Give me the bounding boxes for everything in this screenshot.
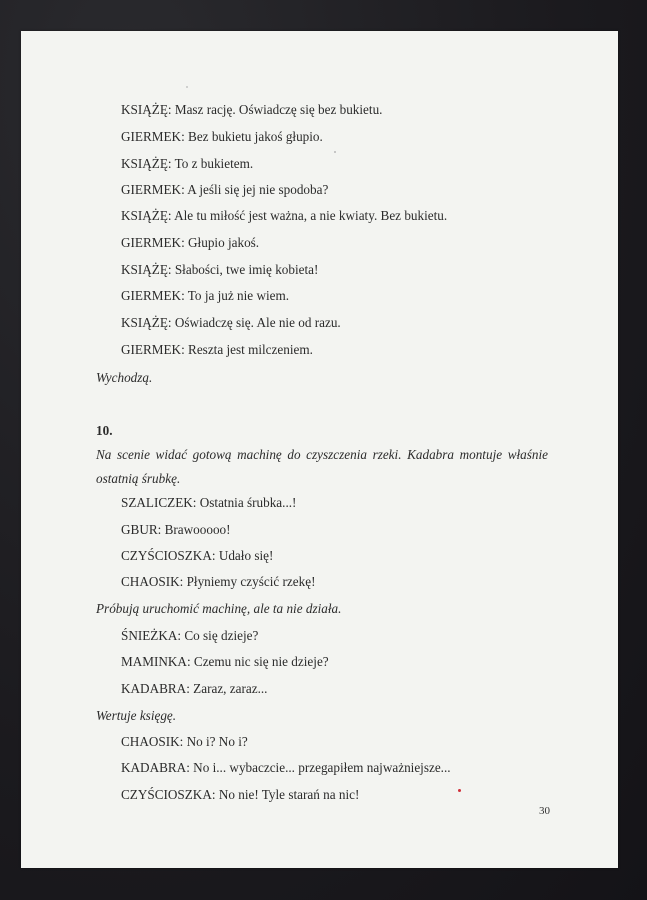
red-speck-mark bbox=[458, 789, 461, 792]
dialogue-line: CHAOSIK: Płyniemy czyścić rzekę! bbox=[121, 574, 316, 589]
dialogue-line: CZYŚCIOSZKA: No nie! Tyle starań na nic! bbox=[121, 787, 360, 802]
dialogue-line: SZALICZEK: Ostatnia śrubka...! bbox=[121, 495, 297, 510]
dialogue-line: CHAOSIK: No i? No i? bbox=[121, 734, 248, 749]
dialogue-line: CZYŚCIOSZKA: Udało się! bbox=[121, 548, 274, 563]
dialogue-line: GIERMEK: A jeśli się jej nie spodoba? bbox=[121, 182, 329, 197]
dialogue-line: GBUR: Brawooooo! bbox=[121, 522, 231, 537]
dialogue-line: KSIĄŻĘ: Masz rację. Oświadczę się bez bukietu. bbox=[121, 102, 383, 117]
dialogue-line: KSIĄŻĘ: To z bukietem. bbox=[121, 156, 254, 171]
dialogue-line: KSIĄŻĘ: Ale tu miłość jest ważna, a nie kwiaty. Bez bukietu. bbox=[121, 208, 448, 223]
dialogue-line: GIERMEK: Głupio jakoś. bbox=[121, 235, 260, 250]
dialogue-line: GIERMEK: Reszta jest milczeniem. bbox=[121, 342, 313, 357]
scene-number: 10. bbox=[96, 423, 113, 438]
dialogue-line: KADABRA: Zaraz, zaraz... bbox=[121, 681, 268, 696]
document-page bbox=[21, 31, 618, 868]
dialogue-line: KADABRA: No i... wybaczcie... przegapiłem najważniejsze... bbox=[121, 760, 451, 775]
dialogue-line: MAMINKA: Czemu nic się nie dzieje? bbox=[121, 654, 329, 669]
stage-direction-exit: Wychodzą. bbox=[96, 370, 153, 385]
dialogue-line: GIERMEK: Bez bukietu jakoś głupio. bbox=[121, 129, 323, 144]
dialogue-line: KSIĄŻĘ: Oświadczę się. Ale nie od razu. bbox=[121, 315, 341, 330]
dust-speck bbox=[334, 151, 336, 153]
dust-speck bbox=[186, 86, 188, 88]
scene-intro-stage-direction: Na scenie widać gotową machinę do czyszczenia rzeki. Kadabra montuje właśnie ostatnią śrubkę. bbox=[96, 447, 548, 486]
page-number: 30 bbox=[539, 805, 550, 817]
stage-direction-try: Próbują uruchomić machinę, ale ta nie działa. bbox=[96, 601, 342, 616]
dialogue-line: ŚNIEŻKA: Co się dzieje? bbox=[121, 628, 259, 643]
stage-direction-book: Wertuje księgę. bbox=[96, 708, 177, 723]
dialogue-line: GIERMEK: To ja już nie wiem. bbox=[121, 288, 290, 303]
dialogue-line: KSIĄŻĘ: Słabości, twe imię kobieta! bbox=[121, 262, 319, 277]
